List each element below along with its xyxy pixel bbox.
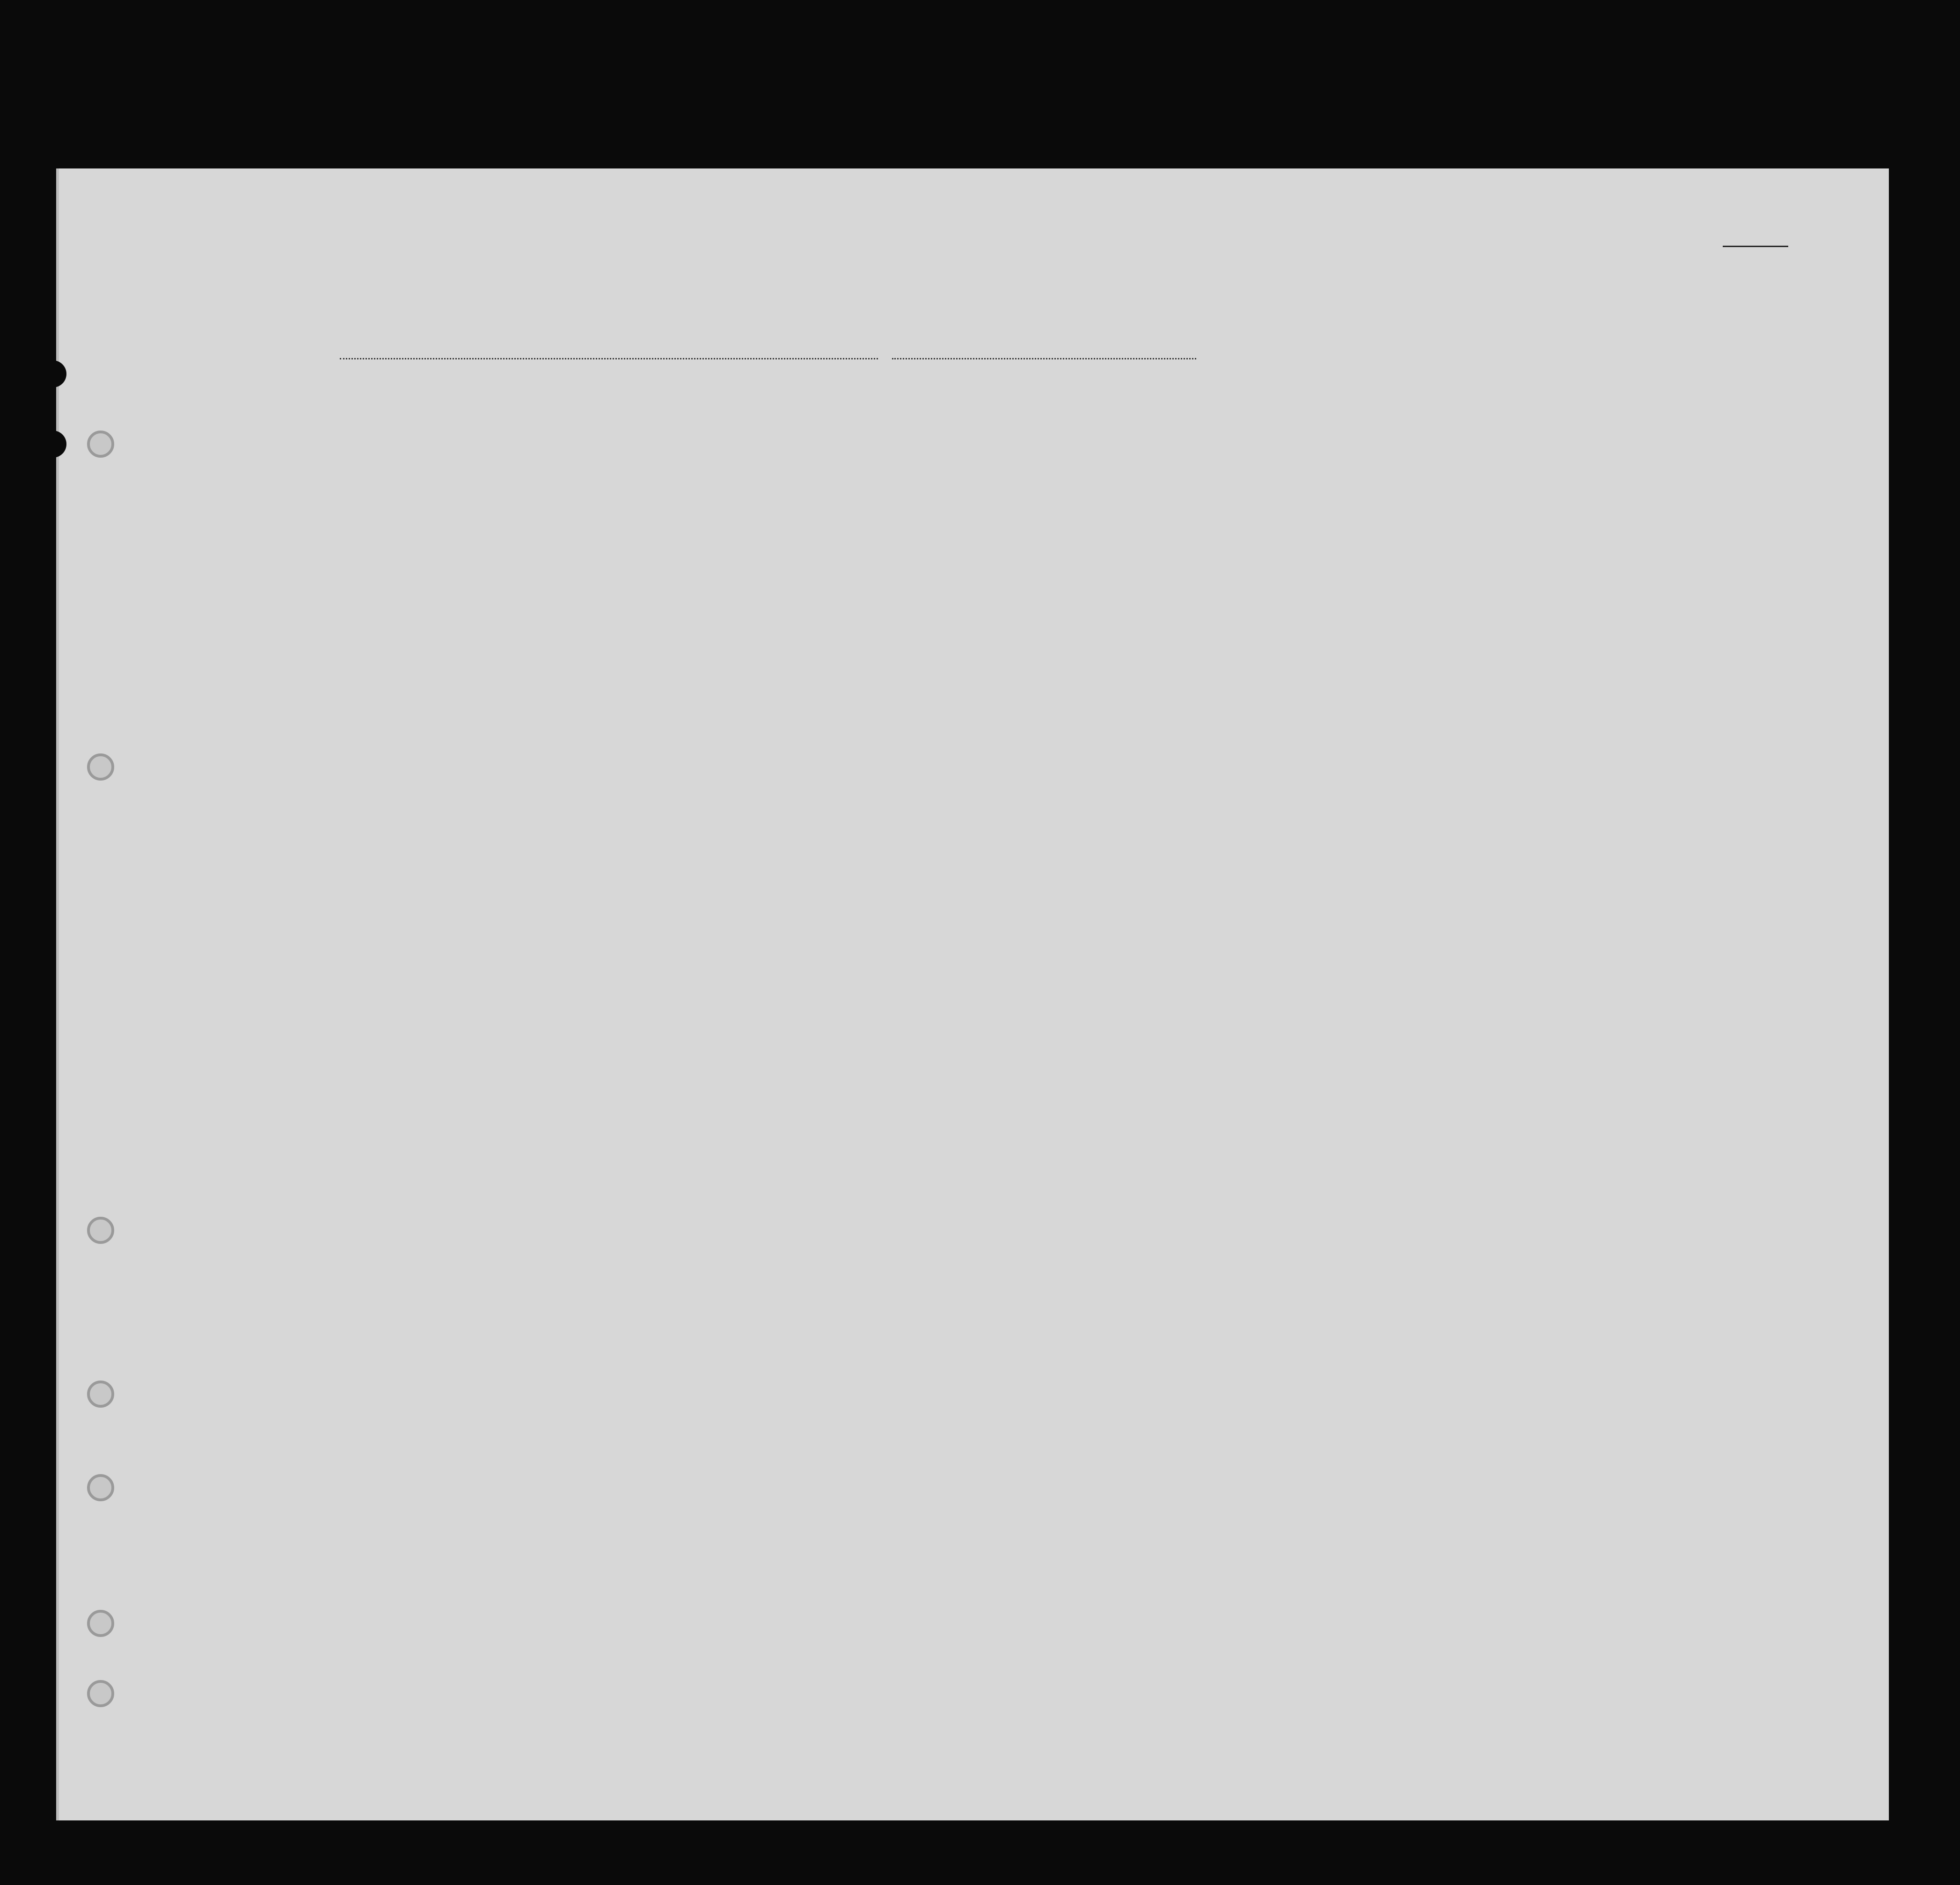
binder-ring — [87, 431, 114, 458]
manifest-sheet — [56, 168, 1889, 1820]
binder-ring — [87, 1217, 114, 1244]
binder-ring — [87, 1610, 114, 1637]
binder-hole — [39, 431, 66, 458]
date-line — [892, 358, 1196, 359]
binder-ring — [87, 753, 114, 781]
binder-ring — [87, 1381, 114, 1408]
binder-hole — [39, 360, 66, 387]
binder-ring — [87, 1474, 114, 1501]
port-line — [340, 358, 878, 359]
list-underline — [1723, 246, 1788, 247]
binder-ring — [87, 1680, 114, 1707]
